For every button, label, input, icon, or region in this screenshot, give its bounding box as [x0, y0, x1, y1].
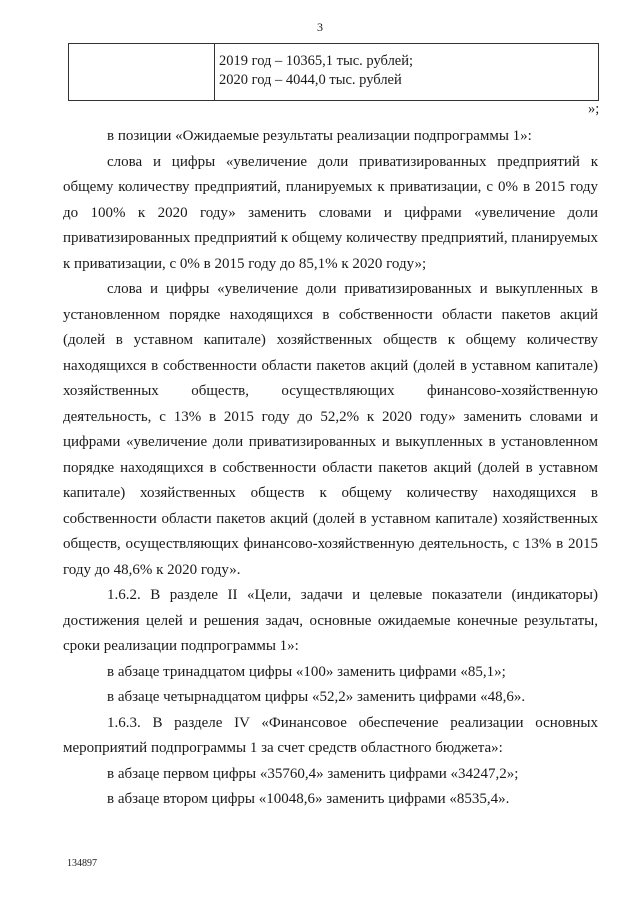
page-number: 3 — [317, 20, 323, 34]
paragraph-5: в абзаце тринадцатом цифры «100» заменить цифрами «85,1»; — [107, 663, 506, 680]
closing-mark: »; — [588, 101, 600, 117]
paragraph-3: слова и цифры «увеличение доли приватизированных и выкупленных в установленном порядке находящихся в собственности области пакетов акций (долей в уставном капитале) хозяйственных обществ к общему количеству находящихся в собственности области пакетов акций (долей в уставном капитале) хозяйственных обществ, осуществляющих финансово-хозяйственную деятельность, с 13% в 2015 году до 52,2% к 2020 году» заменить словами и цифрами «увеличение доли приватизированных и выкупленных в установленном порядке находящихся в собственности области пакетов акций (долей в уставном капитале) хозяйственных обществ к общему количеству находящихся в собственности области пакетов акций (долей в уставном капитале) хозяйственных обществ, осуществляющих финансово-хозяйственную деятельность, с 13% в 2015 году до 48,6% к 2020 году». — [63, 281, 598, 578]
paragraph-2: слова и цифры «увеличение доли приватизированных предприятий к общему количеству предприятий, планируемых к приватизации, с 0% в 2015 году до 100% к 2020 году» заменить словами и цифрами «увеличение доли приватизированных предприятий к общему количеству предприятий, планируемых к приватизации, с 0% в 2015 году до 85,1% к 2020 году»; — [63, 153, 598, 272]
paragraph-1: в позиции «Ожидаемые результаты реализации подпрограммы 1»: — [107, 128, 532, 144]
paragraph-7: 1.6.3. В разделе IV «Финансовое обеспечение реализации основных мероприятий подпрограммы 1 за счет средств областного бюджета»: — [63, 714, 598, 756]
document-body — [63, 124, 598, 813]
paragraph-8: в абзаце первом цифры «35760,4» заменить цифрами «34247,2»; — [107, 765, 519, 782]
paragraph-6: в абзаце четырнадцатом цифры «52,2» заменить цифрами «48,6». — [107, 689, 526, 705]
footer-code: 134897 — [67, 858, 97, 869]
table-fragment — [68, 43, 599, 101]
paragraph-9: в абзаце втором цифры «10048,6» заменить цифрами «8535,4». — [107, 791, 510, 807]
table-value-cell — [219, 52, 413, 90]
paragraph-4: 1.6.2. В разделе II «Цели, задачи и целевые показатели (индикаторы) достижения целей и решения задач, основные ожидаемые конечные результаты, сроки реализации подпрограммы 1»: — [63, 587, 598, 654]
table-line-2020: 2020 год – 4044,0 тыс. рублей — [219, 72, 402, 88]
table-empty-cell — [69, 44, 215, 100]
table-line-2019: 2019 год – 10365,1 тыс. рублей; — [219, 53, 414, 69]
